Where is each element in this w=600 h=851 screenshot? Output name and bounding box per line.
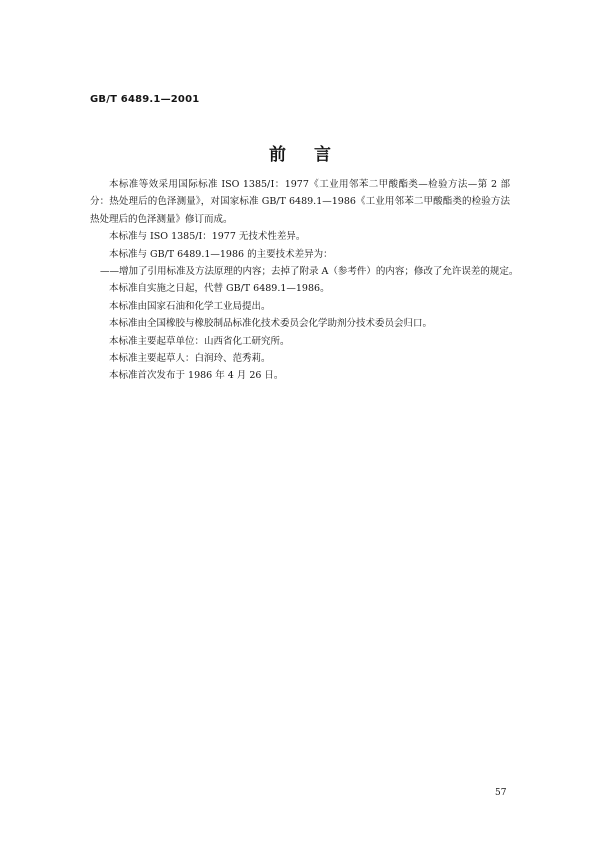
paragraph-drafters: 本标准主要起草人：白润玲、范秀莉。 [109,353,271,365]
standard-number: GB/T 6489.1—2001 [90,94,200,105]
paragraph-proposed-by: 本标准由国家石油和化学工业局提出。 [109,300,271,312]
paragraph-responsible-committee: 本标准由全国橡胶与橡胶制品标准化技术委员会化学助剂分技术委员会归口。 [109,318,433,330]
paragraph-first-issued: 本标准首次发布于 1986 年 4 月 26 日。 [109,370,284,382]
paragraph-differences-intro: 本标准与 GB/T 6489.1—1986 的主要技术差异为： [109,248,333,260]
page-number: 57 [495,788,507,798]
paragraph-no-difference: 本标准与 ISO 1385/Ⅰ：1977 无技术性差异。 [109,231,306,243]
paragraph-adoption: 本标准等效采用国际标准 ISO 1385/Ⅰ：1977《工业用邻苯二甲酸酯类—检验方法—第 2 部分：热处理后的色泽测量》，对国家标准 GB/T 6489.1—1986《工业用邻苯二甲酸酯类的检验方法 热处理后的色泽测量》修订而成。 [90,179,510,225]
paragraph-drafting-unit: 本标准主要起草单位：山西省化工研究所。 [109,335,290,347]
page-title: 前言 [269,145,359,165]
paragraph-differences-item: ——增加了引用标准及方法原理的内容；去掉了附录 A（参考件）的内容；修改了允许误差的规定。 [100,266,519,278]
foreword-body [90,176,519,385]
paragraph-replaces: 本标准自实施之日起，代替 GB/T 6489.1—1986。 [109,283,330,295]
